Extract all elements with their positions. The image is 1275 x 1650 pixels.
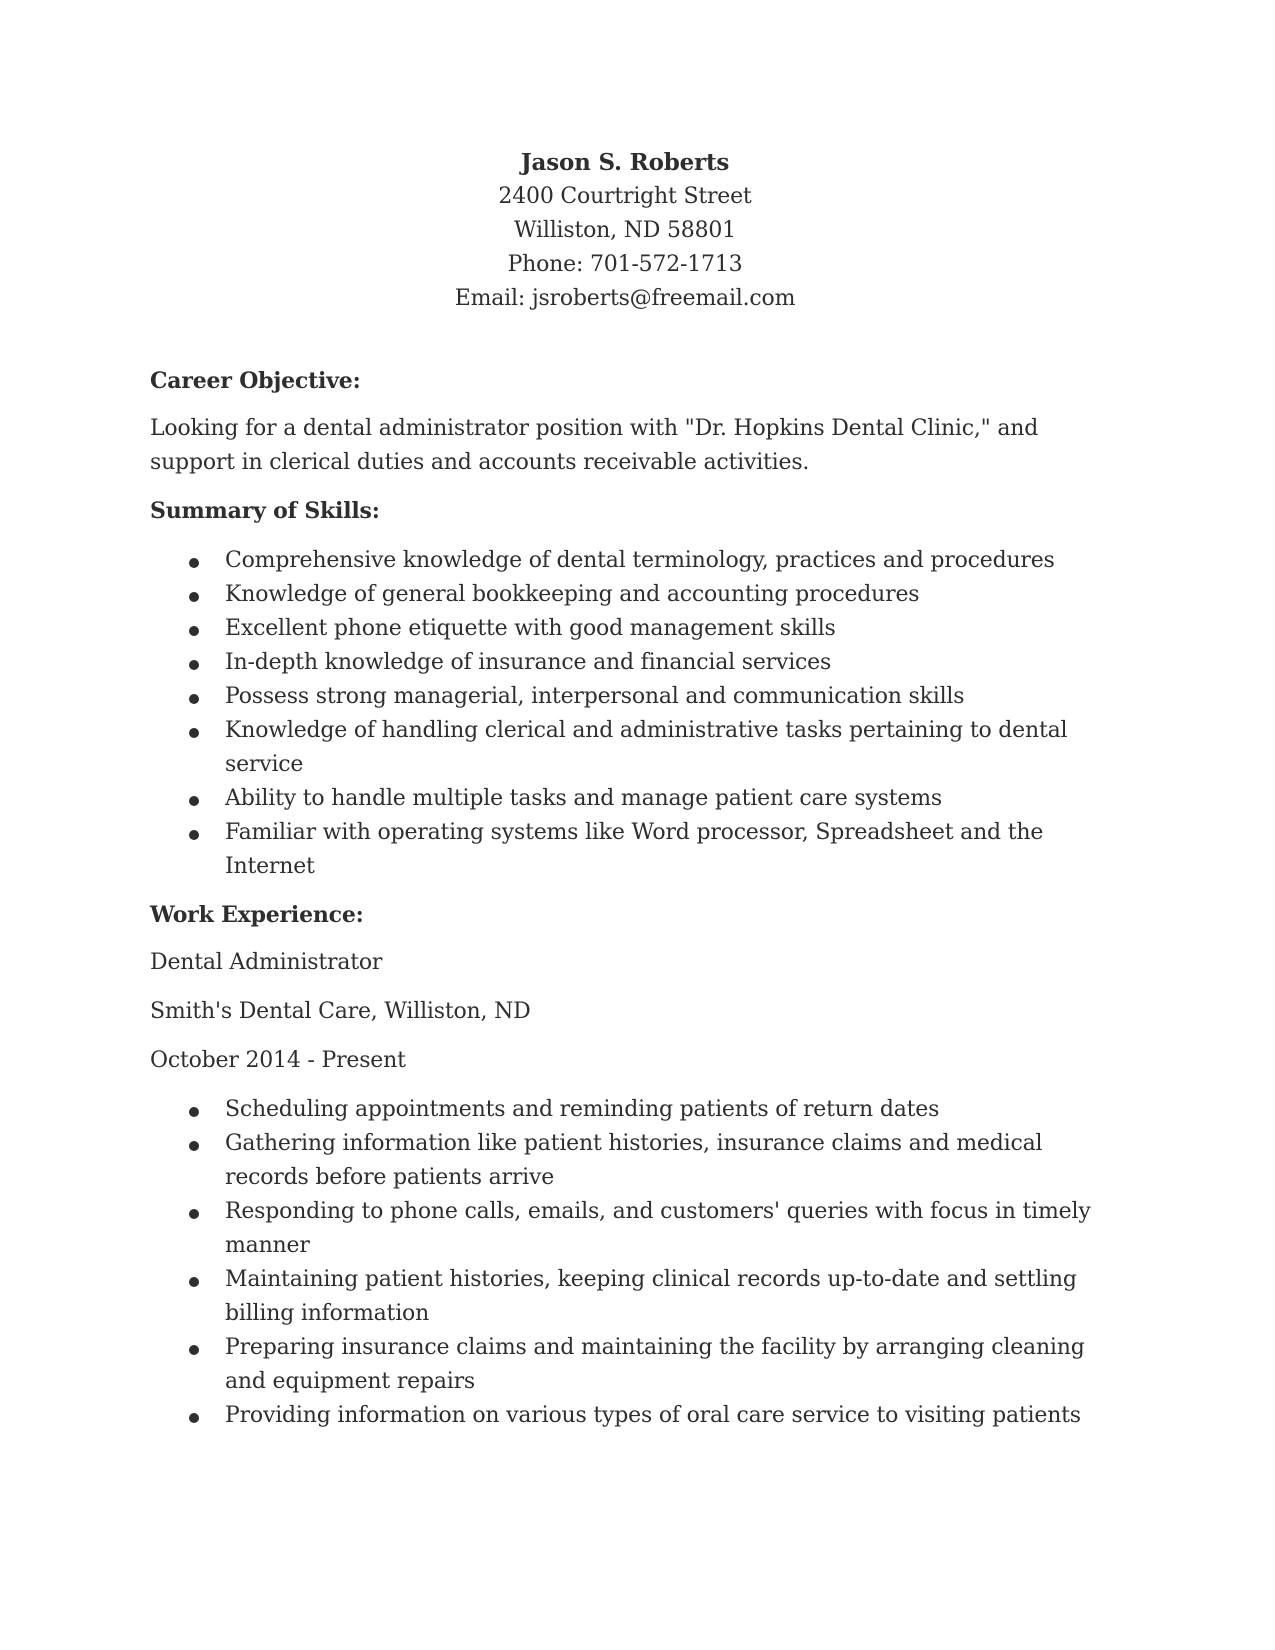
bullet-icon [189, 694, 199, 704]
list-item [150, 714, 1100, 782]
experience-list [150, 1093, 1100, 1433]
bullet-icon [189, 728, 199, 738]
bullet-icon [189, 626, 199, 636]
job-company: Smith's Dental Care, Williston, ND [150, 999, 531, 1024]
skill-text: Knowledge of general bookkeeping and accounting procedures [225, 582, 920, 607]
skill-text: Familiar with operating systems like Word processor, Spreadsheet and the Internet [225, 820, 1044, 879]
career-objective-heading: Career Objective: [150, 368, 361, 394]
skill-text: In-depth knowledge of insurance and financial services [225, 650, 832, 675]
duty-text: Preparing insurance claims and maintaining the facility by arranging cleaning and equipment repairs [225, 1335, 1085, 1394]
list-item [150, 1093, 1100, 1127]
contact-header [135, 146, 1115, 316]
list-item [150, 612, 1100, 646]
list-item [150, 782, 1100, 816]
list-item [150, 646, 1100, 680]
skills-list [150, 544, 1100, 884]
list-item [150, 680, 1100, 714]
work-experience-heading: Work Experience: [150, 902, 364, 928]
skill-text: Ability to handle multiple tasks and manage patient care systems [225, 786, 942, 811]
career-objective-text: Looking for a dental administrator position with "Dr. Hopkins Dental Clinic," and support in clerical duties and accounts receivable activities. [150, 416, 1039, 475]
list-item [150, 816, 1100, 884]
list-item [150, 578, 1100, 612]
list-item [150, 1331, 1100, 1399]
bullet-icon [189, 1141, 199, 1151]
resume-content [150, 146, 1100, 1433]
skill-text: Excellent phone etiquette with good management skills [225, 616, 836, 641]
applicant-name: Jason S. Roberts [520, 149, 730, 176]
bullet-icon [189, 1209, 199, 1219]
job-dates: October 2014 - Present [150, 1048, 406, 1073]
bullet-icon [189, 1413, 199, 1423]
bullet-icon [189, 1345, 199, 1355]
skill-text: Possess strong managerial, interpersonal and communication skills [225, 684, 965, 709]
bullet-icon [189, 592, 199, 602]
list-item [150, 544, 1100, 578]
duty-text: Responding to phone calls, emails, and customers' queries with focus in timely manner [225, 1199, 1091, 1258]
duty-text: Gathering information like patient histories, insurance claims and medical records before patients arrive [225, 1131, 1043, 1190]
duty-text: Scheduling appointments and reminding patients of return dates [225, 1097, 940, 1122]
skills-heading: Summary of Skills: [150, 498, 380, 524]
address-line-2: Williston, ND 58801 [514, 218, 736, 243]
bullet-icon [189, 558, 199, 568]
list-item [150, 1263, 1100, 1331]
phone-line: Phone: 701-572-1713 [507, 252, 743, 277]
duty-text: Maintaining patient histories, keeping clinical records up-to-date and settling billing information [225, 1267, 1077, 1326]
email-line: Email: jsroberts@freemail.com [454, 286, 796, 311]
bullet-icon [189, 830, 199, 840]
bullet-icon [189, 1277, 199, 1287]
list-item [150, 1399, 1100, 1433]
bullet-icon [189, 1107, 199, 1117]
list-item [150, 1195, 1100, 1263]
duty-text: Providing information on various types of oral care service to visiting patients [225, 1403, 1081, 1428]
bullet-icon [189, 796, 199, 806]
address-line-1: 2400 Courtright Street [498, 184, 752, 209]
skill-text: Comprehensive knowledge of dental terminology, practices and procedures [225, 548, 1055, 573]
job-title: Dental Administrator [150, 950, 383, 975]
list-item [150, 1127, 1100, 1195]
skill-text: Knowledge of handling clerical and administrative tasks pertaining to dental service [225, 718, 1068, 777]
bullet-icon [189, 660, 199, 670]
